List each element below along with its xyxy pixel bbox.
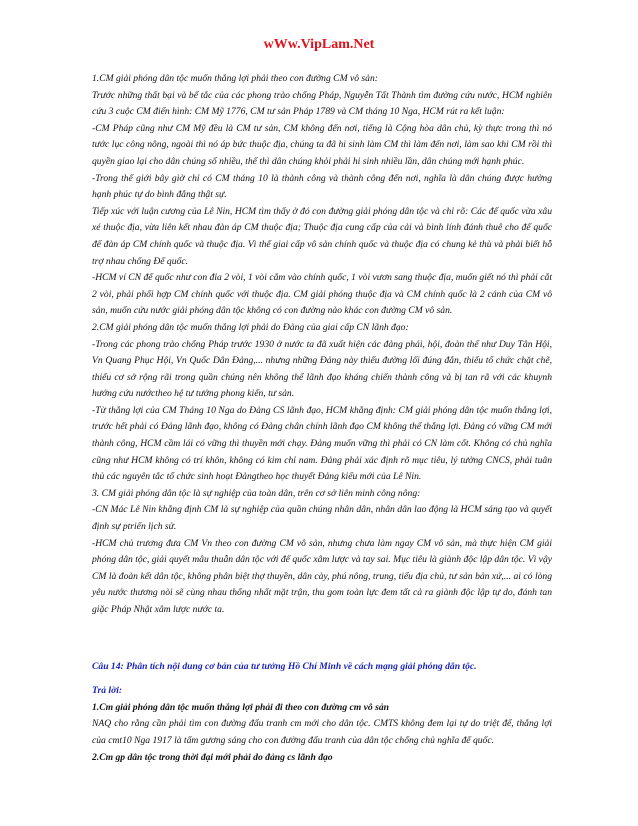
paragraph: Tiếp xúc với luận cương của Lê Nin, HCM tìm thấy ở đó con đường giải phóng dân tộc và chỉ rõ: Các đế quốc vừa xâu xé thuộc địa, vừa liên kết nhau đàn áp CM thuộc địa; Thuộc địa cung cấp của cải và binh lính đánh thuê cho đế quốc để đàn áp CM chính quốc và thuộc địa. Vì thế giai cấp vô sản chính quốc và thuộc địa có chung kẻ thù và phải biết hỗ trợ nhau chống Đế quốc. [92, 205, 552, 267]
answer-label: Trả lời: [92, 685, 123, 697]
paragraph: -HCM chủ trương đưa CM Vn theo con đường CM vô sản, nhưng chưa làm ngay CM vô sản, mà thực hiện CM giải phóng dân tộc, giải quyết mâu thuẫn dân tộc với đế quốc xâm lược và tay sai. Mục tiêu là giành độc lập dân tộc. Vì vậy CM là đoàn kết dân tộc, không phân biệt thợ thuyền, dân cày, phú nông, trung, tiểu địa chủ, tư sản bản xứ,... ai có lòng yêu nước thương nòi sẽ cùng nhau thống nhất mặt trận, thu gom toàn lực đem tất cả ra giành độc lập tự do, đánh tan giặc Pháp Nhật xâm lược nước ta. [92, 537, 552, 615]
paragraph: 3. CM giải phóng dân tộc là sự nghiệp của toàn dân, trên cơ sở liên minh công nông: [92, 487, 421, 499]
point-title: 1.Cm giải phóng dân tộc muốn thắng lợi phải đi theo con đường cm vô sản [92, 701, 389, 713]
paragraph: 1.CM giải phóng dân tộc muốn thắng lợi phải theo con đường CM vô sản: [92, 73, 378, 84]
point-title: 2.Cm gp dân tộc trong thời đại mới phải do đảng cs lãnh đạo [92, 751, 333, 763]
paragraph: -CM Pháp cũng như CM Mỹ đều là CM tư sản, CM không đến nơi, tiếng là Cộng hòa dân chủ, kỳ thực trong thì nó tước lục công nông, ngoài thì nó áp bức thuộc địa, chúng ta đã hi sinh làm CM thì làm đến nơi, làm sao khi CM rồi thì quyền giao lại cho dân chúng số nhiều, thế thì dân chúng khỏi phải hi sinh nhiều lần, dân chúng mới hạnh phúc. [92, 122, 552, 167]
paragraph: Trước những thất bại và bế tắc của các phong trào chống Pháp, Nguyễn Tất Thành tìm đường cứu nước, HCM nghiên cứu 3 cuộc CM điển hình: CM Mỹ 1776, CM tư sản Pháp 1789 và CM tháng 10 Nga, HCM rút ra kết luận: [92, 89, 552, 118]
site-header: wWw.VipLam.Net [263, 37, 375, 52]
paragraph: -Trong các phong trào chống Pháp trước 1930 ở nước ta đã xuất hiện các đảng phái, hội, đoàn thể như Duy Tân Hội, Vn Quang Phục Hội, Vn Quốc Dân Đảng,... nhưng những Đảng này thiếu đường lối đúng đắn, thiếu tổ chức chặt chẽ, thiếu cơ sở rộng rãi trong quần chúng nên không thể lãnh đạo kháng chiến thành công và bị tan rã với các khuynh hướng cứu nướctheo hệ tư tưởng phong kiến, tư sản. [92, 338, 552, 400]
paragraph: NAQ cho rằng cần phải tìm con đường đấu tranh cm mới cho dân tộc. CMTS không đem lại tự do triệt để, thắng lợi của cmt10 Nga 1917 là tấm gương sáng cho con đường đấu tranh của dân tộc chống chủ nghĩa đế quốc. [92, 718, 552, 746]
section-spacer [92, 619, 552, 659]
question-heading: Câu 14: Phân tích nội dung cơ bản của tư tưởng Hồ Chí Minh về cách mạng giải phóng dân tộc. [92, 660, 477, 672]
paragraph: -Trong thế giới bây giờ chỉ có CM tháng 10 là thành công và thành công đến nơi, nghĩa là dân chúng được hưởng hạnh phúc tự do bình đẳng thật sự. [92, 172, 552, 201]
paragraph: -CN Mác Lê Nin khẳng định CM là sự nghiệp của quần chúng nhân dân, nhân dân lao động là HCM sáng tạo và quyết định sự ptriển lịch sử. [92, 504, 552, 533]
document-body [92, 71, 552, 766]
paragraph: -Từ thắng lợi của CM Tháng 10 Nga do Đảng CS lãnh đạo, HCM khẳng định: CM giải phóng dân tộc muốn thắng lợi, trước hết phải có Đảng lãnh đạo, không có Đảng chân chính lãnh đạo CM không thể thắng lợi. Đảng có vững CM mới thành công, HCM cầm lái có vững thì thuyền mới chạy. Đảng muốn vững thì phải có CN làm cốt. Không có chủ nghĩa cũng như HCM không có trí khôn, không có kim chỉ nam. Đảng phải xác định rõ mục tiêu, lý tưởng CNCS, phải tuân thủ các nguyên tắc tổ chức sinh hoạt Đảngtheo học thuyết Đảng kiểu mới của Lê Nin. [92, 404, 552, 483]
paragraph: -HCM ví CN đế quốc như con đỉa 2 vòi, 1 vòi cắm vào chính quốc, 1 vòi vươn sang thuộc địa, muốn giết nó thì phải cắt 2 vòi, phải phối hợp CM chính quốc với thuộc địa. CM giải phóng thuộc địa và CM chính quốc là 2 cánh của CM vô sản, muốn cứu nước giải phóng dân tộc không có con đường nào khác con đường CM vô sản. [92, 272, 552, 317]
paragraph: 2.CM giải phóng dân tộc muốn thắng lợi phải do Đảng của giai cấp CN lãnh đạo: [92, 321, 409, 333]
